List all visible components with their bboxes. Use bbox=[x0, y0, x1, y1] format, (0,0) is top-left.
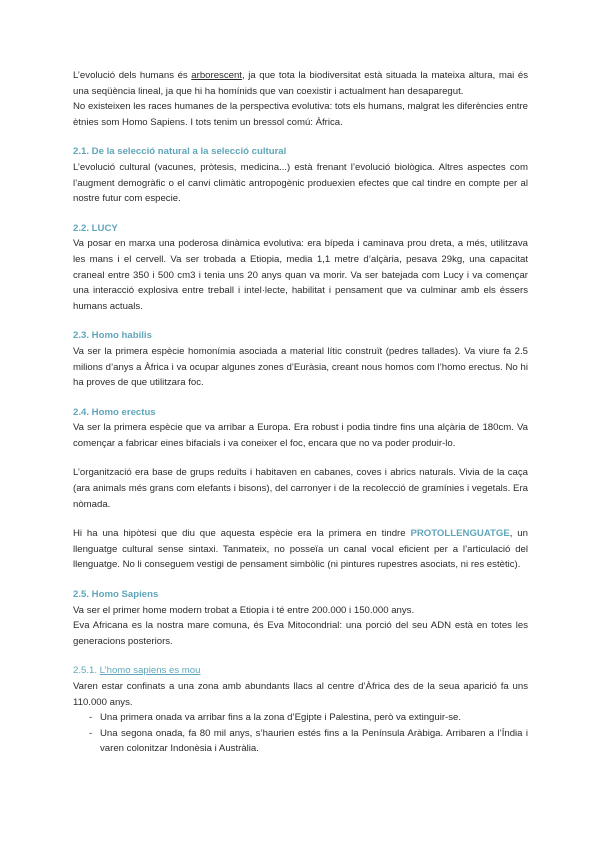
section-2-2-text: Va posar en marxa una poderosa dinàmica evolutiva: era bípeda i caminava prou dreta, a més, utilitzava les mans i el cervell. Va ser trobada a Etiopia, media 1,1 metre d’alçària, pesava 29kg, una capacitat craneal entre 350 i 500 cm3 i tenia uns 20 anys quan va morir. Va ser batejada com Lucy i va començar una interacció explosiva entre treball i intel·lecte, habilitat i pensament que va culminar amb els éssers humans actuals. bbox=[73, 238, 528, 312]
section-2-4-paragraph-2: L’organització era base de grups reduïts i habitaven en cabanes, coves i abrics naturals. Vivia de la caça (ara animals més grans com elefants i bisons), del carronyer i de la recolecció de gramínies i vegetals. Era nòmada. bbox=[73, 467, 528, 510]
section-2-3-text: Va ser la primera espècie homonímia asociada a material lític construït (pedres tallades). Va viure fa 2.5 milions d’anys a Àfrica i va ocupar algunes zones d’Euràsia, creant nous homos com l’homo erectus. No hi ha proves de que utilitzara foc. bbox=[73, 345, 528, 389]
section-2-5-heading: 2.5. Homo Sapiens bbox=[73, 589, 159, 601]
section-2-4-paragraph-1: Va ser la primera espècie que va arribar a Europa. Era robust i podia tindre fins una alçària de 180cm. Va començar a fabricar eines bifacials i va coneixer el foc, encara que no va poder produir-lo. bbox=[73, 422, 528, 449]
arborescent-term: arborescent bbox=[191, 70, 242, 81]
migration-list bbox=[73, 710, 528, 757]
section-2-3-heading: 2.3. Homo habilis bbox=[73, 330, 152, 342]
section-2-5-paragraph-1: Va ser el primer home modern trobat a Etiopia i té entre 200.000 i 150.000 anys. bbox=[73, 604, 415, 616]
races-paragraph: No existeixen les races humanes de la perspectiva evolutiva: tots els humans, malgrat les diferències entre ètnies som Homo Sapiens. I tots tenim un bressol comú: Àfrica. bbox=[73, 101, 528, 128]
intro-paragraph: L’evolució dels humans és arborescent, ja que tota la biodiversitat està situada la mateixa altura, mai és una seqüència lineal, ja que hi ha homínids que van coexistir i actualment han desaparegut. bbox=[73, 70, 529, 97]
section-2-5-1-heading: 2.5.1. L’homo sapiens es mou bbox=[73, 665, 201, 677]
section-2-1-text: L’evolució cultural (vacunes, pròtesis, medicina...) està frenant l’evolució biològica. Altres aspectes com l’augment demogràfic o el canvi climàtic antropogènic produexien efectes que cal tindre en compte per al nostre futur com especie. bbox=[73, 161, 528, 205]
section-2-5-1-text: Varen estar confinats a una zona amb abundants llacs al centre d’Àfrica des de la seua aparició fa uns 110.000 anys. bbox=[73, 681, 528, 708]
list-item: - Una primera onada va arribar fins a la zona d’Egipte i Palestina, però va extinguir-se. bbox=[73, 710, 528, 726]
document-body bbox=[73, 68, 528, 757]
list-item: - Una segona onada, fa 80 mil anys, s’haurien estés fins a la Península Aràbiga. Arribaren a l’Índia i varen colonitzar Indonèsia i Austràlia. bbox=[73, 726, 528, 757]
section-2-5-paragraph-2: Eva Africana es la nostra mare comuna, és Eva Mitocondrial: una porció del seu ADN està en totes les generacions posteriors. bbox=[73, 620, 528, 647]
section-2-4-paragraph-3: Hi ha una hipòtesi que diu que aquesta espècie era la primera en tindre PROTOLLENGUATGE, un llenguatge cultural sense sintaxi. Tanmateix, no posseïa un canal vocal eficient per a l’articulació del llenguatge. No li conseguem vestigi de pensament simbòlic (ni pintures rupestres asociats, ni res estètic). bbox=[73, 528, 528, 571]
protollenguatge-term: PROTOLLENGUATGE bbox=[410, 528, 510, 540]
section-2-2-heading: 2.2. LUCY bbox=[73, 222, 118, 234]
section-2-4-heading: 2.4. Homo erectus bbox=[73, 406, 156, 418]
section-2-1-heading: 2.1. De la selecció natural a la selecció cultural bbox=[73, 146, 287, 158]
